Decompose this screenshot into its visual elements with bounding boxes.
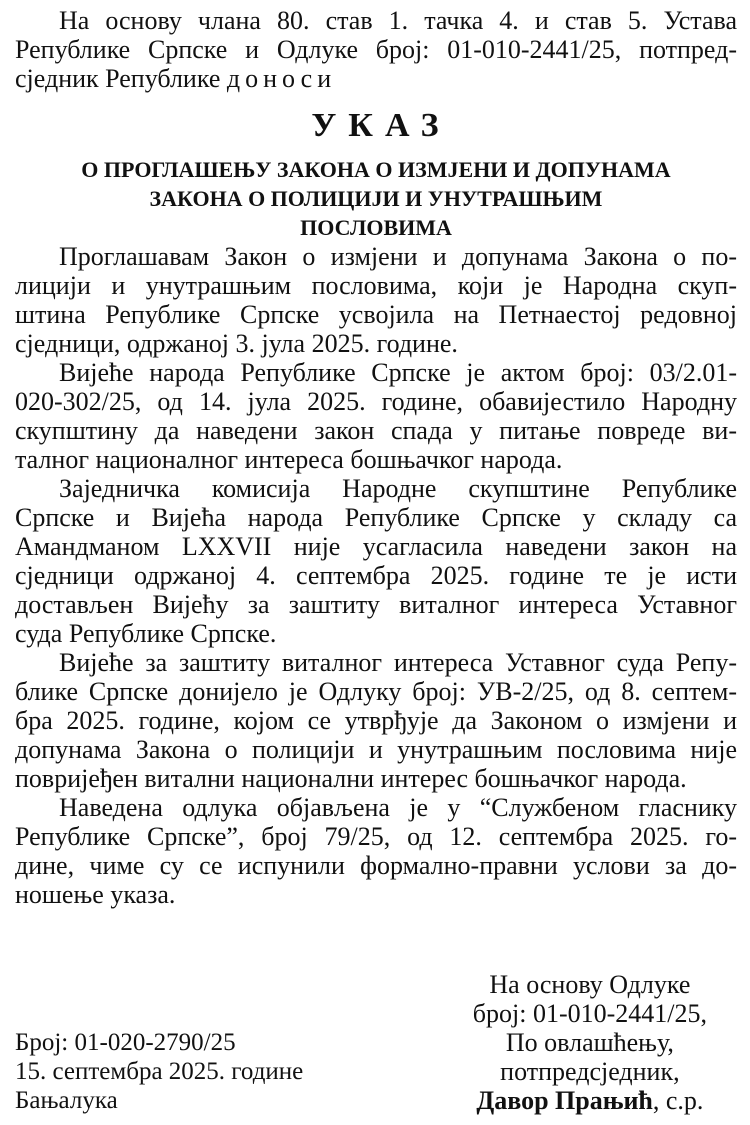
paragraph-line: сједници одржаној 4. септембра 2025. године те је исти [15, 561, 737, 590]
paragraph-line: Заједничка комисија Народне скупштине Републике [59, 474, 737, 503]
intro-line-1: На основу члана 80. став 1. тачка 4. и став 5. Устава [59, 6, 737, 35]
body-paragraph-1 [15, 242, 737, 358]
intro-verb-spaced: доноси [226, 64, 337, 93]
paragraph-line: сједници, одржаној 3. јула 2025. године. [15, 329, 458, 358]
paragraph-line: лицији и унутрашњим пословима, који је Народна скуп- [15, 271, 737, 300]
paragraph-line: блике Српске донијело је Одлуку број: УВ-2/25, од 8. септем- [15, 677, 737, 706]
paragraph-line: ношење указа. [15, 880, 176, 909]
decree-reference-block [15, 1028, 303, 1115]
paragraph-line: Вијеће народа Републике Српске је актом број: 03/2.01- [59, 358, 737, 387]
decree-subtitle-line-3: ПОСЛОВИМА [300, 215, 452, 240]
paragraph-line: Проглашавам Закон о измјени и допунама Закона о по- [59, 242, 737, 271]
paragraph-line: дине, чиме су се испунили формално-правни услови за до- [15, 851, 737, 880]
decree-subtitle-line-1: О ПРОГЛАШЕЊУ ЗАКОНА О ИЗМЈЕНИ И ДОПУНАМА [81, 157, 671, 182]
body-paragraph-5 [15, 793, 737, 909]
paragraph-line: Српске и Вијећа народа Републике Српске у складу са [15, 503, 737, 532]
intro-line-3-text: сједник Републике [15, 64, 227, 93]
intro-line-2: Републике Српске и Одлуке број: 01-010-2441/25, потпред- [15, 35, 737, 64]
paragraph-line: штина Републике Српске усвојила на Петнаестој редовној [15, 300, 737, 329]
signer-suffix: , с.р. [652, 1086, 704, 1115]
body-paragraph-3 [15, 474, 737, 648]
paragraph-line: достављен Вијећу за заштиту виталног интереса Уставног [15, 590, 737, 619]
paragraph-line: талног националног интереса бошњачког народа. [15, 445, 563, 474]
paragraph-line: Амандманом LXXVII није усагласила наведени закон на [15, 532, 737, 561]
signature-basis-line-2: број: 01-010-2441/25, [472, 999, 707, 1028]
intro-paragraph [15, 6, 737, 93]
paragraph-line: Вијеће за заштиту виталног интереса Уставног суда Репу- [59, 648, 737, 677]
paragraph-line: Републике Српске”, број 79/25, од 12. септембра 2025. го- [15, 822, 737, 851]
decree-place: Бањалука [15, 1087, 118, 1114]
body-paragraph-2 [15, 358, 737, 474]
decree-document [15, 6, 737, 909]
decree-number: Број: 01-020-2790/25 [15, 1029, 236, 1056]
decree-date: 15. септембра 2025. године [15, 1058, 304, 1085]
paragraph-line: Наведена одлука објављена је у “Службеном гласнику [59, 793, 737, 822]
paragraph-line: допунама Закона о полицији и унутрашњим пословима није [15, 735, 737, 764]
paragraph-line: суда Републике Српске. [15, 619, 277, 648]
paragraph-line: скупштину да наведени закон спада у питање повреде ви- [15, 416, 737, 445]
paragraph-line: бра 2025. године, којом се утврђује да Законом о измјени и [15, 706, 737, 735]
intro-line-3 [15, 64, 737, 93]
signer-title: потпредсједник, [500, 1057, 680, 1086]
body-paragraph-4 [15, 648, 737, 793]
decree-subtitle-line-2: ЗАКОНА О ПОЛИЦИЈИ И УНУТРАШЊИМ [149, 186, 603, 211]
signature-basis-line-1: На основу Одлуке [489, 970, 691, 999]
signature-block [473, 970, 707, 1115]
paragraph-line: повријеђен витални национални интерес бошњачког народа. [15, 764, 687, 793]
signer-name: Давор Прањић [476, 1086, 653, 1115]
signer-line [473, 1086, 707, 1115]
paragraph-line: 020-302/25, од 14. јула 2025. године, обавијестило Народну [15, 387, 737, 416]
decree-title: УКАЗ [311, 107, 451, 144]
signature-authority: По овлашћењу, [505, 1028, 674, 1057]
decree-footer [15, 970, 737, 1115]
